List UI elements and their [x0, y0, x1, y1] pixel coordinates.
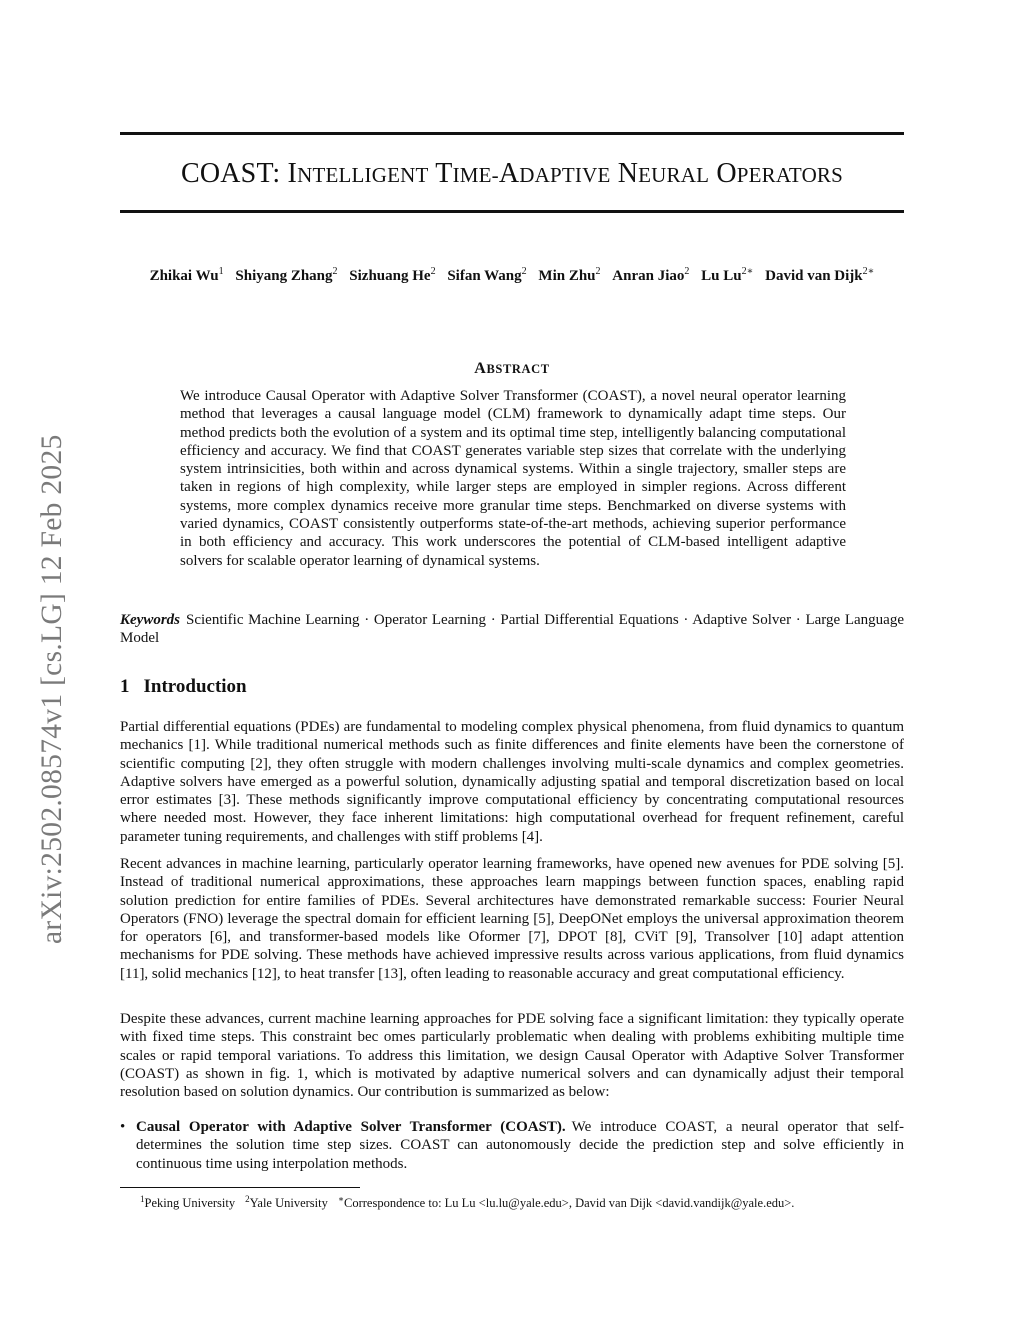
intro-paragraph: Recent advances in machine learning, particularly operator learning frameworks, have opened new avenues for PDE solving [5]. Instead of traditional numerical approximations, these approaches learn mappings between function spaces, enabling rapid solution prediction for entire families of PDEs. Several architectures have demonstrated remarkable success: Fourier Neural Operators (FNO) leverage the spectral domain for efficient learning [5], DeepONet employs the universal approximation theorem for operators [6], and transformer-based models like Oformer [7], DPOT [8], CViT [9], Transolver [10] adapt attention mechanisms for PDE solving. These methods have achieved impressive results across various applications, from fluid dynamics [11], solid mechanics [12], to heat transfer [13], often leading to reasonable accuracy and great computational efficiency.	[120, 856, 904, 982]
contribution-text: We introduce COAST, a neural operator that self-determines the solution time step sizes. COAST can autonomously decide the prediction step and solve efficiently in continuous time using interpolation methods.	[136, 1119, 905, 1172]
author: Anran Jiao$^2$	[612, 266, 690, 284]
arxiv-identifier-stamp: arXiv:2502.08574v1 [cs.LG] 12 Feb 2025	[36, 434, 68, 944]
contribution-lead: Causal Operator with Adaptive Solver Transformer (COAST).	[136, 1119, 566, 1135]
title-top-rule	[120, 132, 904, 135]
author: Min Zhu$^2$	[538, 266, 601, 284]
author: Shiyang Zhang$^2$	[235, 266, 338, 284]
contribution-item	[120, 1118, 904, 1173]
paper-title: COAST: INTELLIGENT TIME-ADAPTIVE NEURAL OPERATORS	[180, 158, 844, 189]
author: David van Dijk$^{2∗}$	[765, 266, 875, 284]
author: Sizhuang He$^2$	[349, 266, 436, 284]
author: Zhikai Wu$^1$	[149, 266, 224, 284]
footnote-rule	[120, 1187, 360, 1188]
author: Lu $Lu^{2∗}$	[701, 266, 754, 284]
intro-paragraph: Despite these advances, current machine learning approaches for PDE solving face a significant limitation: they typically operate with fixed time steps. This constraint bec omes particularly problematic when dealing with problems exhibiting multiple time scales or rapid temporal variations. To address this limitation, we design Causal Operator with Adaptive Solver Transformer (COAST) as shown in fig. 1, which is motivated by adaptive numerical solvers and can dynamically adjust their temporal resolution based on solution dynamics. Our contribution is summarized as below:	[120, 1011, 904, 1101]
keywords	[120, 611, 904, 648]
title-bottom-rule	[120, 210, 904, 213]
author: Sifan Wang$^2$	[447, 266, 527, 284]
author-list	[110, 266, 914, 285]
affiliation-footnote: $^1$Peking University $^2$Yale University ∗Correspondence to: Lu Lu <lu.lu@yale.edu>, David van Dijk <david.vandijk@yale.edu>.	[140, 1194, 795, 1211]
bullet-marker: •	[120, 1119, 126, 1135]
section-heading-introduction: 1 Introduction	[120, 676, 247, 697]
contribution-list	[120, 1118, 904, 1173]
keywords-label: Keywords	[120, 612, 180, 628]
abstract-heading: ABSTRACT	[474, 360, 550, 377]
keywords-text: Scientific Machine Learning · Operator Learning · Partial Differential Equations · Adaptive Solver · Large Language Model	[120, 612, 904, 647]
intro-paragraph: Partial differential equations (PDEs) are fundamental to modeling complex physical phenomena, from fluid dynamics to quantum mechanics [1]. While traditional numerical methods such as finite differences and finite elements have been the cornerstone of scientific computing [2], they often struggle with modern challenges involving multi-scale dynamics and complex geometries. Adaptive solvers have emerged as a powerful solution, dynamically adjusting spatial and temporal discretization based on local error estimates [3]. These methods significantly improve computational efficiency by concentrating computational resources where needed most. However, they face inherent limitations: high computational overhead for frequent refinement, careful parameter tuning requirements, and challenges with stiff problems [4].	[120, 719, 904, 845]
abstract-text: We introduce Causal Operator with Adaptive Solver Transformer (COAST), a novel neural operator learning method that leverages a causal language model (CLM) framework to dynamically adapt time steps. Our method predicts both the evolution of a system and its optimal time step, intelligently balancing computational efficiency and accuracy. We find that COAST generates variable step sizes that correlate with the underlying system intrinsicities, both within and across dynamical systems. Within a single trajectory, smaller steps are taken in regions of high complexity, while larger steps are employed in simpler regions. Across different systems, more complex dynamics receive more granular time steps. Benchmarked on diverse systems with varied dynamics, COAST consistently outperforms state-of-the-art methods, achieving superior performance in both efficiency and accuracy. This work underscores the potential of CLM-based intelligent adaptive solvers for scalable operator learning of dynamical systems.	[180, 388, 846, 569]
